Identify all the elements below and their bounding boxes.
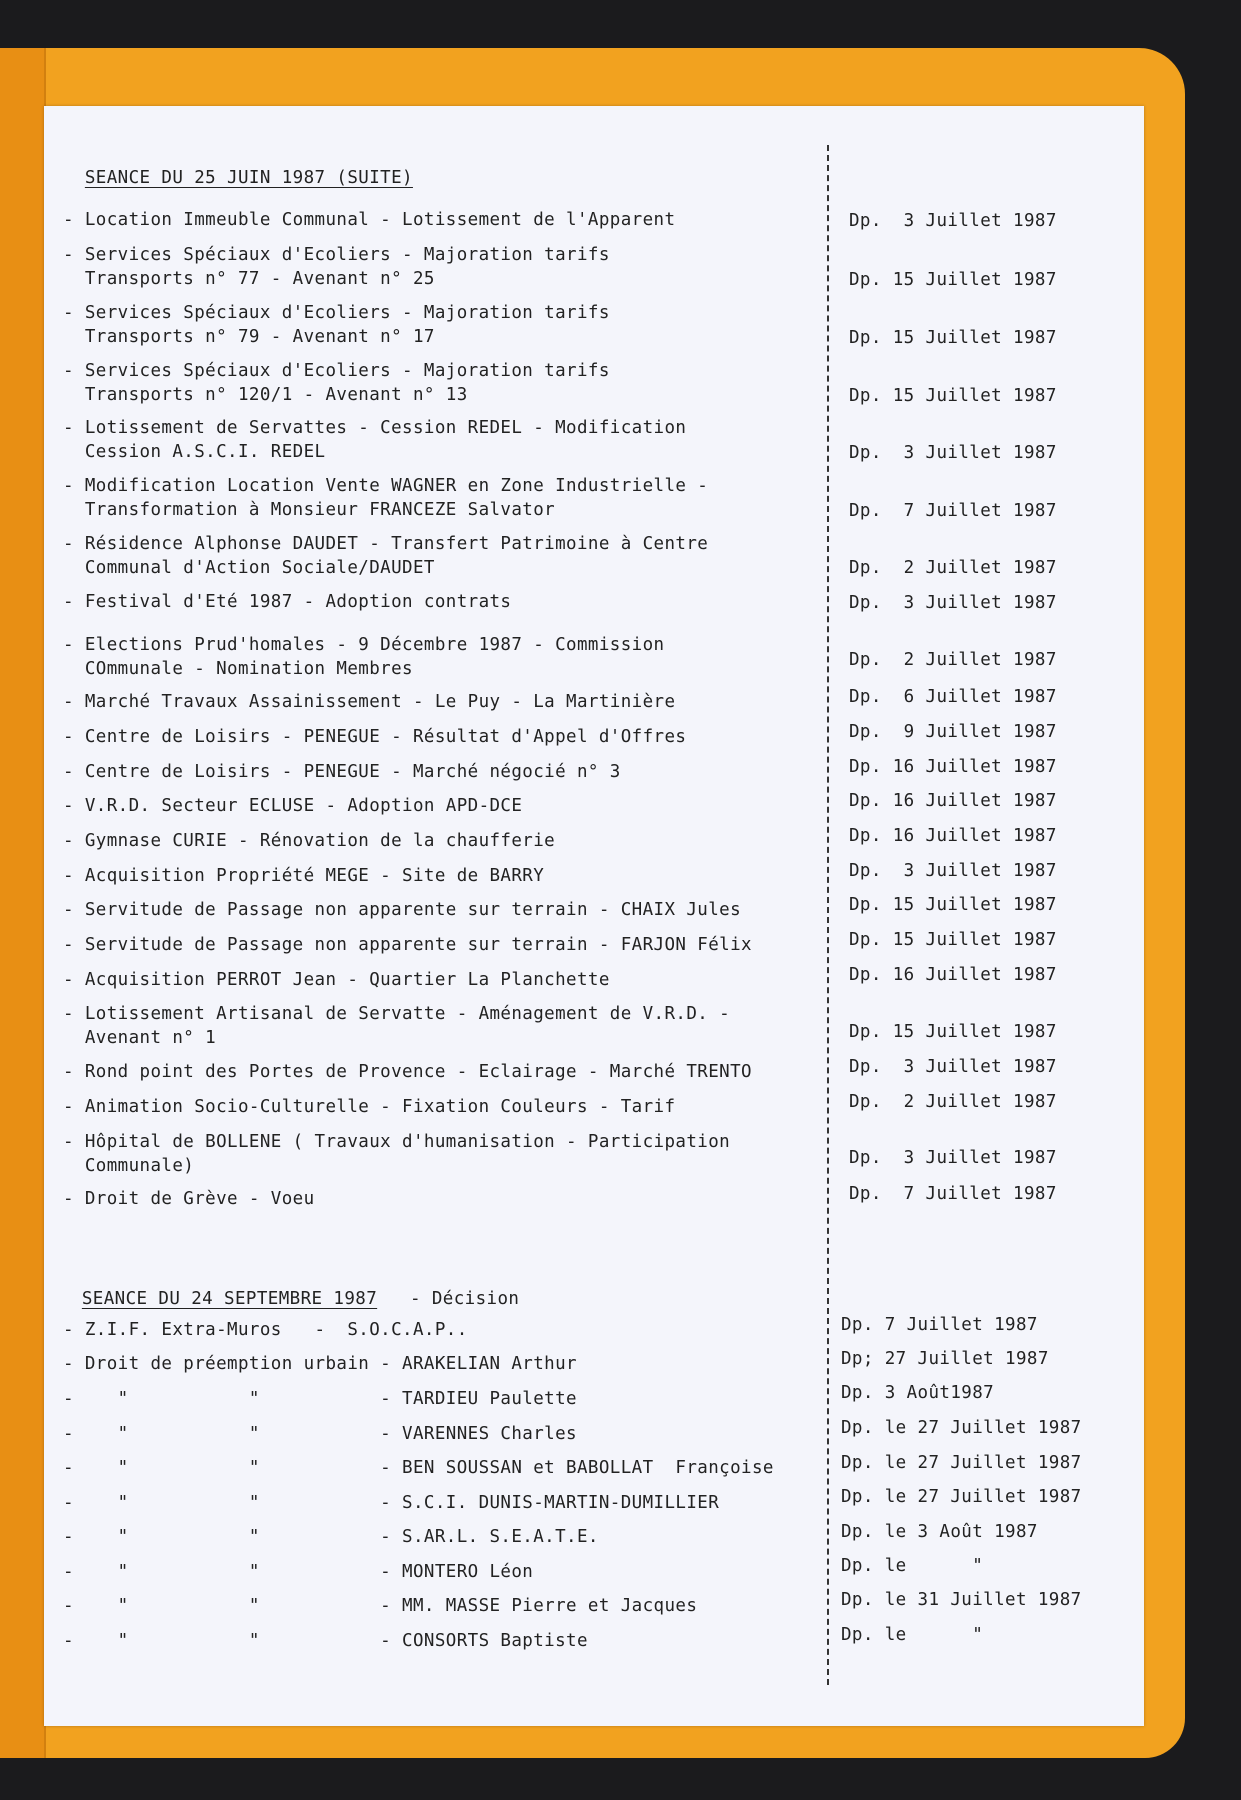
- agenda-item-text: [63, 532, 708, 580]
- agenda-item-line: - " " - BEN SOUSSAN et BABOLLAT Françoise: [63, 1458, 774, 1478]
- agenda-item-date: Dp. le 27 Juillet 1987: [841, 1487, 1082, 1507]
- agenda-item-date: Dp. 3 Juillet 1987: [849, 443, 1057, 463]
- agenda-item-date: Dp. 15 Juillet 1987: [849, 895, 1057, 915]
- agenda-item-date: Dp. le 3 Août 1987: [841, 1522, 1038, 1542]
- agenda-item-text: [63, 1594, 697, 1618]
- agenda-item-text: [63, 1002, 730, 1050]
- agenda-item-line: Transformation à Monsieur FRANCEZE Salvator: [63, 500, 556, 520]
- agenda-item-date: Dp. 2 Juillet 1987: [849, 650, 1057, 670]
- agenda-item-text: [63, 1095, 675, 1119]
- agenda-item-text: [63, 1525, 599, 1549]
- agenda-item-text: [63, 208, 675, 232]
- agenda-item-line: - " " - TARDIEU Paulette: [63, 1389, 577, 1409]
- agenda-item-text: [63, 1491, 719, 1515]
- agenda-item-text: [63, 301, 610, 349]
- agenda-item-text: [63, 1187, 315, 1211]
- agenda-item-date: Dp. 2 Juillet 1987: [849, 558, 1057, 578]
- section-heading-juin: [63, 148, 413, 188]
- column-divider: [827, 145, 829, 1685]
- agenda-item-text: [63, 1629, 588, 1653]
- agenda-item-line: - Lotissement de Servattes - Cession REDEL - Modification: [63, 418, 687, 438]
- section-title-suffix: - Décision: [377, 1289, 520, 1309]
- agenda-item-date: Dp. 16 Juillet 1987: [849, 826, 1057, 846]
- agenda-item-text: [63, 1352, 577, 1376]
- agenda-item-date: Dp. le 27 Juillet 1987: [841, 1418, 1082, 1438]
- agenda-item-date: Dp; 27 Juillet 1987: [841, 1349, 1049, 1369]
- agenda-item-date: Dp. 3 Août1987: [841, 1383, 995, 1403]
- section-heading-septembre: [60, 1269, 519, 1309]
- section-title: SEANCE DU 25 JUIN 1987 (SUITE): [84, 168, 413, 188]
- agenda-item-date: Dp. 3 Juillet 1987: [849, 211, 1057, 231]
- agenda-item-line: Avenant n° 1: [63, 1028, 217, 1048]
- agenda-item-date: Dp. 15 Juillet 1987: [849, 328, 1057, 348]
- agenda-item-date: Dp. 16 Juillet 1987: [849, 965, 1057, 985]
- agenda-item-date: Dp. le ": [841, 1556, 984, 1576]
- agenda-item-line: - " " - MONTERO Léon: [63, 1562, 534, 1582]
- agenda-item-line: - Acquisition Propriété MEGE - Site de BARRY: [63, 866, 545, 886]
- agenda-item-line: - Location Immeuble Communal - Lotissement de l'Apparent: [63, 210, 676, 230]
- agenda-item-date: Dp. 3 Juillet 1987: [849, 1148, 1057, 1168]
- agenda-item-line: - Droit de Grève - Voeu: [63, 1189, 315, 1209]
- agenda-item-date: Dp. 9 Juillet 1987: [849, 722, 1057, 742]
- agenda-item-date: Dp. 15 Juillet 1987: [849, 1022, 1057, 1042]
- agenda-item-date: Dp. 7 Juillet 1987: [849, 1184, 1057, 1204]
- agenda-item-text: [63, 1560, 533, 1584]
- agenda-item-text: [63, 968, 610, 992]
- agenda-item-line: - Z.I.F. Extra-Muros - S.O.C.A.P..: [63, 1320, 468, 1340]
- agenda-item-text: [63, 474, 708, 522]
- agenda-item-line: Transports n° 120/1 - Avenant n° 13: [63, 385, 468, 405]
- agenda-item-text: [63, 416, 686, 464]
- agenda-item-date: Dp. 2 Juillet 1987: [849, 1092, 1057, 1112]
- agenda-item-line: Cession A.S.C.I. REDEL: [63, 442, 326, 462]
- agenda-item-line: - Marché Travaux Assainissement - Le Puy - La Martinière: [63, 692, 676, 712]
- agenda-item-text: [63, 794, 522, 818]
- agenda-item-date: Dp. 3 Juillet 1987: [849, 1057, 1057, 1077]
- agenda-item-line: - " " - MM. MASSE Pierre et Jacques: [63, 1596, 698, 1616]
- agenda-item-line: - Servitude de Passage non apparente sur terrain - CHAIX Jules: [63, 900, 742, 920]
- agenda-item-line: - " " - CONSORTS Baptiste: [63, 1631, 588, 1651]
- agenda-item-date: Dp. 3 Juillet 1987: [849, 593, 1057, 613]
- agenda-item-date: Dp. 15 Juillet 1987: [849, 930, 1057, 950]
- agenda-item-date: Dp. 3 Juillet 1987: [849, 861, 1057, 881]
- agenda-item-line: - Elections Prud'homales - 9 Décembre 1987 - Commission: [63, 635, 665, 655]
- agenda-item-text: [63, 690, 675, 714]
- agenda-item-line: Transports n° 77 - Avenant n° 25: [63, 269, 435, 289]
- agenda-item-date: Dp. le 27 Juillet 1987: [841, 1453, 1082, 1473]
- agenda-item-line: - Acquisition PERROT Jean - Quartier La Planchette: [63, 970, 610, 990]
- agenda-item-text: [63, 829, 555, 853]
- agenda-item-line: - " " - S.AR.L. S.E.A.T.E.: [63, 1527, 599, 1547]
- agenda-item-text: [63, 898, 741, 922]
- agenda-item-line: - Centre de Loisirs - PENEGUE - Résultat d'Appel d'Offres: [63, 727, 687, 747]
- agenda-item-line: - " " - VARENNES Charles: [63, 1424, 577, 1444]
- agenda-item-date: Dp. 7 Juillet 1987: [841, 1315, 1038, 1335]
- agenda-item-line: Communal d'Action Sociale/DAUDET: [63, 558, 435, 578]
- agenda-item-line: - Lotissement Artisanal de Servatte - Aménagement de V.R.D. -: [63, 1004, 731, 1024]
- agenda-item-date: Dp. 7 Juillet 1987: [849, 501, 1057, 521]
- agenda-item-line: - " " - S.C.I. DUNIS-MARTIN-DUMILLIER: [63, 1493, 720, 1513]
- agenda-item-date: Dp. le 31 Juillet 1987: [841, 1590, 1082, 1610]
- agenda-item-line: - Résidence Alphonse DAUDET - Transfert Patrimoine à Centre: [63, 534, 709, 554]
- agenda-item-line: - Modification Location Vente WAGNER en Zone Industrielle -: [63, 476, 709, 496]
- agenda-item-line: - Festival d'Eté 1987 - Adoption contrats: [63, 592, 512, 612]
- agenda-item-text: [63, 760, 621, 784]
- folder-spine: [0, 48, 46, 1758]
- agenda-item-line: - Droit de préemption urbain - ARAKELIAN Arthur: [63, 1354, 577, 1374]
- agenda-item-line: - V.R.D. Secteur ECLUSE - Adoption APD-DCE: [63, 796, 523, 816]
- agenda-item-date: Dp. 15 Juillet 1987: [849, 386, 1057, 406]
- agenda-item-text: [63, 1318, 468, 1342]
- agenda-item-line: - Centre de Loisirs - PENEGUE - Marché négocié n° 3: [63, 762, 621, 782]
- agenda-item-line: - Gymnase CURIE - Rénovation de la chaufferie: [63, 831, 556, 851]
- agenda-item-line: - Services Spéciaux d'Ecoliers - Majoration tarifs: [63, 303, 610, 323]
- agenda-item-line: Communale): [63, 1156, 195, 1176]
- agenda-item-text: [63, 933, 752, 957]
- agenda-item-date: Dp. le ": [841, 1625, 984, 1645]
- agenda-item-line: - Rond point des Portes de Provence - Eclairage - Marché TRENTO: [63, 1062, 752, 1082]
- agenda-item-line: Transports n° 79 - Avenant n° 17: [63, 327, 435, 347]
- agenda-item-text: [63, 1387, 577, 1411]
- agenda-item-line: - Animation Socio-Culturelle - Fixation Couleurs - Tarif: [63, 1097, 676, 1117]
- agenda-item-line: - Services Spéciaux d'Ecoliers - Majoration tarifs: [63, 245, 610, 265]
- agenda-item-text: [63, 590, 511, 614]
- agenda-item-date: Dp. 16 Juillet 1987: [849, 757, 1057, 777]
- agenda-item-date: Dp. 16 Juillet 1987: [849, 791, 1057, 811]
- agenda-item-text: [63, 725, 686, 749]
- agenda-item-text: [63, 1456, 774, 1480]
- agenda-item-text: [63, 1130, 730, 1178]
- agenda-item-text: [63, 1422, 577, 1446]
- agenda-item-text: [63, 864, 544, 888]
- agenda-item-line: - Services Spéciaux d'Ecoliers - Majoration tarifs: [63, 361, 610, 381]
- agenda-item-line: - Servitude de Passage non apparente sur terrain - FARJON Félix: [63, 935, 752, 955]
- agenda-item-date: Dp. 6 Juillet 1987: [849, 687, 1057, 707]
- section-title: SEANCE DU 24 SEPTEMBRE 1987: [81, 1289, 378, 1309]
- agenda-item-date: Dp. 15 Juillet 1987: [849, 270, 1057, 290]
- agenda-item-text: [63, 243, 610, 291]
- agenda-item-line: COmmunale - Nomination Membres: [63, 659, 413, 679]
- agenda-item-line: - Hôpital de BOLLENE ( Travaux d'humanisation - Participation: [63, 1132, 731, 1152]
- agenda-item-text: [63, 1060, 752, 1084]
- agenda-item-text: [63, 633, 664, 681]
- agenda-item-text: [63, 359, 610, 407]
